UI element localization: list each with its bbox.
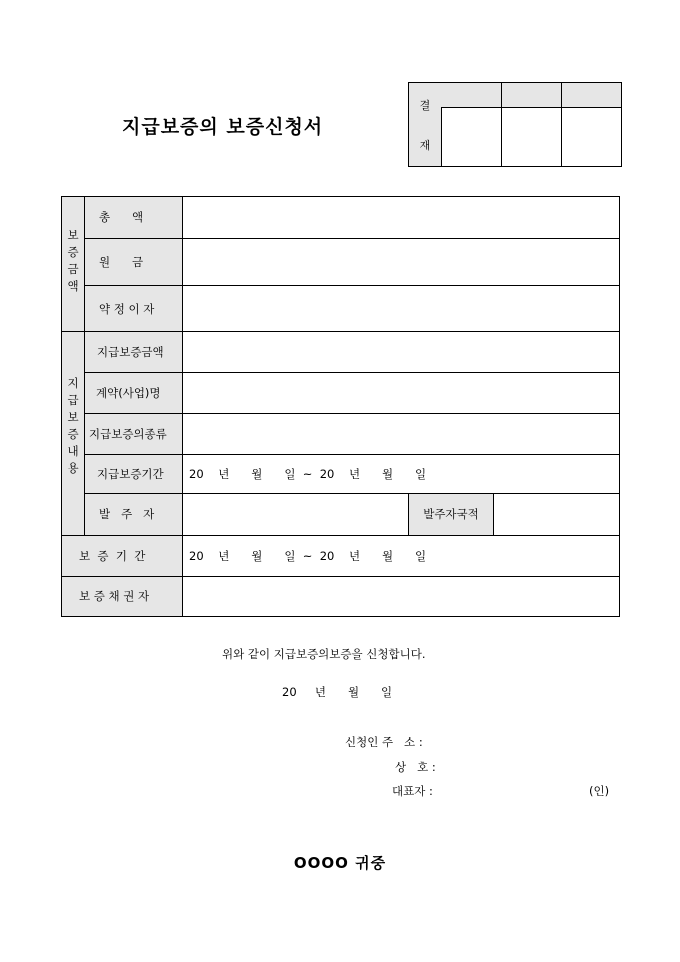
orderer-country-input[interactable] [494,494,619,535]
guarantee-period-text: 20 년 월 일 ~ 20 년 월 일 [189,467,427,481]
label-guarantee-type: 지급보증의종류 [89,427,167,441]
bond-period-text: 20 년 월 일 ~ 20 년 월 일 [189,549,427,563]
label-principal: 원 금 [99,255,144,269]
label-guarantee-period: 지급보증기간 [97,467,164,481]
orderer-input[interactable] [183,494,408,535]
representative-label: 대표자 : [392,784,433,798]
label-orderer: 발 주 자 [99,507,155,521]
label-pay-guarantee-amount: 지급보증금액 [97,345,164,359]
seal-mark: (인) [589,784,610,798]
approval-sign-cell-1[interactable] [442,108,501,166]
addressee: OOOO 귀중 [293,854,387,872]
label-total: 총 액 [99,210,144,224]
guarantee-type-input[interactable] [183,414,619,454]
form-title: 지급보증의 보증신청서 [122,116,324,138]
application-table [61,196,620,617]
approval-label-cell [409,83,442,166]
approval-sign-cell-2[interactable] [502,108,561,166]
principal-input[interactable] [183,239,619,285]
creditor-input[interactable] [183,577,619,616]
label-bond-period: 보 증 기 간 [79,549,146,563]
group-divider [84,197,85,535]
approval-label-1: 결 [419,99,431,112]
contract-name-input[interactable] [183,373,619,413]
label-orderer-country: 발주자국적 [409,494,493,535]
approval-box [408,82,622,167]
trade-name-label: 상 호 : [395,760,436,774]
interest-input[interactable] [183,286,619,331]
label-interest: 약 정 이 자 [99,302,155,316]
approval-header-row [441,83,621,108]
applicant-address-label: 신청인 주 소 : [345,735,423,749]
pay-guarantee-amount-input[interactable] [183,332,619,372]
total-input[interactable] [183,197,619,238]
statement-text: 위와 같이 지급보증의보증을 신청합니다. [222,647,426,661]
group-label-guarantee-content: 지 급 보 증 내 용 [67,376,79,475]
label-contract-name: 계약(사업)명 [96,386,161,400]
label-creditor: 보 증 채 권 자 [79,589,150,603]
group-label-guarantee-amount: 보 증 금 액 [67,228,79,293]
approval-sign-cell-3[interactable] [562,108,621,166]
approval-label-2: 재 [419,139,431,152]
date-text: 20 년 월 일 [282,685,393,699]
